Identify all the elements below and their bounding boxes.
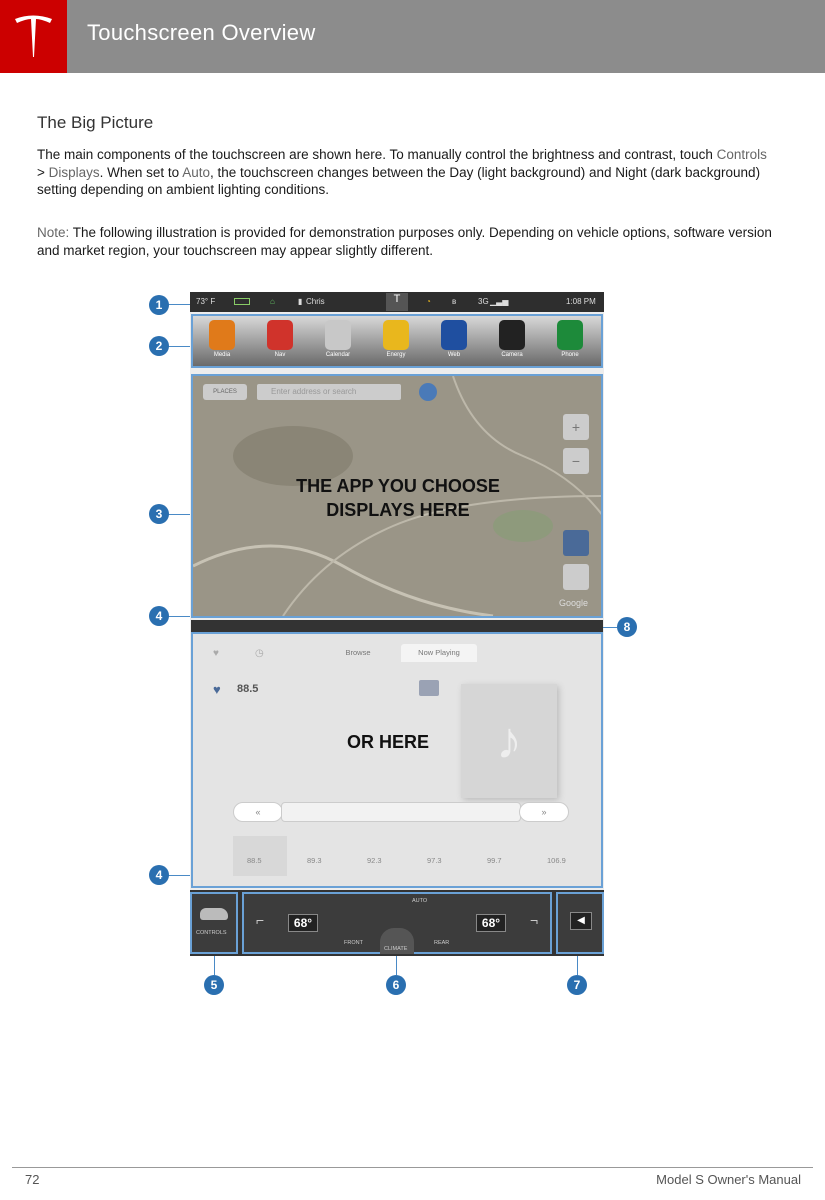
app-calendar	[315, 320, 361, 358]
home-icon: ⌂	[270, 297, 275, 306]
map-settings-icon	[563, 564, 589, 590]
google-attribution: Google	[559, 598, 589, 608]
footer-rule	[12, 1167, 813, 1168]
callout-line	[577, 956, 578, 975]
battery-icon	[234, 298, 250, 305]
app-launcher-bar	[191, 314, 603, 368]
car-icon	[200, 908, 228, 920]
map-caption-line1: THE APP YOU CHOOSE	[296, 476, 500, 496]
tesla-logo	[0, 0, 67, 73]
para-text: >	[37, 164, 49, 180]
app-nav	[257, 320, 303, 358]
displays-link: Displays	[48, 164, 100, 180]
favorite-icon: ♥	[213, 648, 219, 659]
app-web	[431, 320, 477, 358]
map-caption-line2: DISPLAYS HERE	[326, 500, 470, 520]
album-art-icon: ♪	[461, 684, 557, 798]
media-caption: OR HERE	[346, 732, 429, 752]
callout-6: 6	[386, 975, 406, 995]
app-media	[199, 320, 245, 358]
app-label: Nav	[274, 352, 286, 358]
controls-button	[190, 892, 238, 954]
app-phone	[547, 320, 593, 358]
climate-controls	[242, 892, 552, 954]
location-icon	[419, 383, 437, 401]
phone-app-icon	[557, 320, 583, 350]
outside-temp: 73° F	[196, 297, 216, 306]
app-label: Energy	[386, 352, 406, 358]
driver-name: Chris	[306, 297, 325, 306]
para-text: . When set to	[99, 164, 183, 180]
seat-heater-right-icon: ¬	[530, 912, 539, 928]
callout-line	[168, 514, 190, 515]
callout-line	[168, 346, 190, 347]
note-text: The following illustration is provided for demonstration purposes only. Depending on vehicle options, software version and market region, your touchscreen may appear slightly different.	[37, 225, 772, 258]
seek-forward-button: »	[519, 802, 569, 822]
energy-app-icon	[383, 320, 409, 350]
tuner-bar	[281, 802, 521, 822]
controls-label: CONTROLS	[196, 930, 227, 936]
callout-line	[168, 875, 190, 876]
app-label: Phone	[561, 352, 579, 358]
nav-app-icon	[267, 320, 293, 350]
seat-heater-left-icon: ⌐	[256, 912, 265, 928]
bluetooth-icon: ʙ	[452, 297, 457, 306]
station-preset: 99.7	[487, 856, 502, 865]
callout-8: 8	[617, 617, 637, 637]
network-type: 3G	[478, 297, 489, 306]
map-search-field: Enter address or search	[257, 384, 401, 400]
touchscreen-illustration	[190, 292, 604, 956]
callout-4b: 4	[149, 865, 169, 885]
signal-icon: ▁▃▅	[490, 297, 509, 306]
section-heading: The Big Picture	[37, 113, 154, 132]
app-label: Web	[447, 352, 461, 358]
controls-bar	[190, 890, 604, 956]
app-camera	[489, 320, 535, 358]
para-text: The main components of the touchscreen are shown here. To manually control the brightness and contrast, touch	[37, 147, 717, 162]
station-preset: 88.5	[247, 856, 262, 865]
callout-3: 3	[149, 504, 169, 524]
heart-icon: ♥	[213, 682, 221, 697]
recent-icon: ◷	[255, 648, 264, 659]
map-display-area	[191, 374, 603, 618]
driver-icon: ▮	[298, 297, 303, 306]
speaker-icon: ◀	[570, 912, 592, 930]
callout-4: 4	[149, 606, 169, 626]
station-preset: 97.3	[427, 856, 442, 865]
tab-now-playing: Now Playing	[401, 644, 477, 662]
app-energy	[373, 320, 419, 358]
app-label: Media	[213, 352, 231, 358]
callout-line	[168, 616, 190, 617]
auto-label: AUTO	[412, 898, 428, 904]
station-preset: 106.9	[547, 856, 566, 865]
volume-control	[556, 892, 604, 954]
hd-radio-icon	[419, 680, 439, 696]
passenger-temp: 68°	[476, 914, 506, 932]
callout-line	[603, 627, 617, 628]
climate-label: CLIMATE	[384, 946, 408, 952]
media-app-icon	[209, 320, 235, 350]
satellite-icon	[563, 530, 589, 556]
callout-line	[396, 956, 397, 975]
note-paragraph	[37, 224, 777, 259]
tesla-t-icon	[13, 13, 54, 59]
window-divider	[191, 620, 603, 632]
controls-link: Controls	[716, 147, 767, 162]
intro-paragraph	[37, 146, 777, 199]
zoom-out-icon: −	[563, 448, 589, 474]
tab-browse: Browse	[345, 648, 371, 657]
media-display-area	[191, 632, 603, 888]
front-defrost-label: FRONT	[344, 940, 363, 946]
callout-1: 1	[149, 295, 169, 315]
page-header	[0, 0, 825, 73]
callout-7: 7	[567, 975, 587, 995]
alarm-icon: ◔	[426, 297, 431, 306]
callout-line	[168, 304, 190, 305]
radio-frequency: 88.5	[237, 683, 259, 695]
app-label: Calendar	[325, 352, 351, 358]
manual-title: Model S Owner's Manual	[656, 1172, 801, 1187]
station-preset: 89.3	[307, 856, 322, 865]
page-title: Touchscreen Overview	[87, 20, 316, 45]
camera-app-icon	[499, 320, 525, 350]
rear-defrost-label: REAR	[434, 940, 450, 946]
note-label: Note:	[37, 225, 70, 240]
driver-temp: 68°	[288, 914, 318, 932]
web-app-icon	[441, 320, 467, 350]
auto-term: Auto	[182, 164, 210, 180]
status-bar	[190, 292, 604, 312]
page-number: 72	[25, 1172, 40, 1187]
calendar-app-icon	[325, 320, 351, 350]
callout-line	[214, 956, 215, 975]
para-text: , the touchscreen changes between the Day (light background) and Night (dark background) setting depending on ambient lighting conditions.	[37, 164, 761, 197]
app-label: Camera	[501, 352, 523, 358]
callout-5: 5	[204, 975, 224, 995]
clock-time: 1:08 PM	[566, 297, 596, 306]
tesla-menu-icon: T	[386, 293, 408, 311]
station-preset: 92.3	[367, 856, 382, 865]
callout-2: 2	[149, 336, 169, 356]
seek-back-button: «	[233, 802, 283, 822]
zoom-in-icon: +	[563, 414, 589, 440]
places-button: PLACES	[203, 384, 247, 400]
